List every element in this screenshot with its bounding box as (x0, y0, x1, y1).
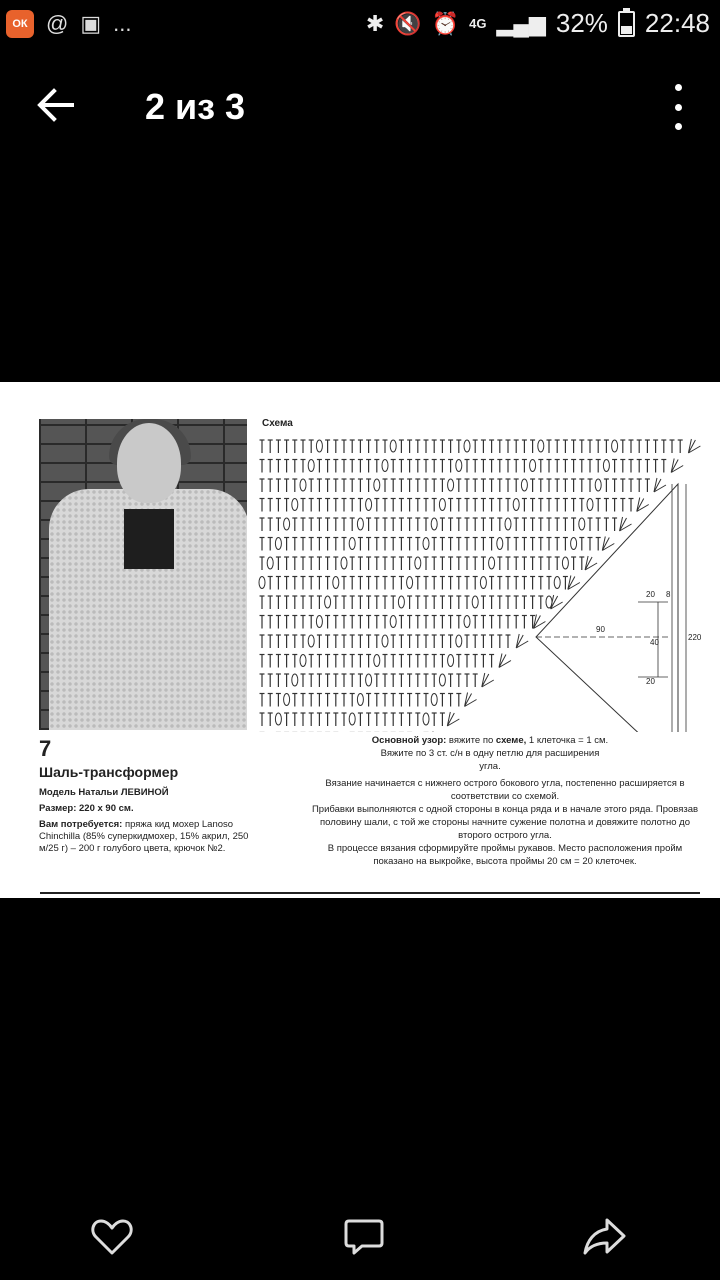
model-credit: Модель Натальи ЛЕВИНОЙ (39, 787, 169, 798)
app-bar (0, 60, 720, 150)
scheme-label: Схема (262, 418, 293, 429)
arrow-left-icon (32, 82, 80, 130)
scheme-dimension-label: 20 (646, 590, 655, 599)
app-notification-icon: ОК (6, 10, 34, 38)
pattern-title: Шаль-трансформер (39, 764, 179, 780)
share-button[interactable] (580, 1212, 628, 1260)
signal-icon: ▂▄▆ (496, 10, 546, 36)
clock: 22:48 (644, 8, 710, 38)
more-vertical-icon (675, 84, 682, 91)
image-icon: ▣ (80, 11, 102, 36)
comment-button[interactable] (340, 1212, 388, 1260)
scheme-dimension-label: 220 (688, 633, 702, 642)
photo-viewer-image[interactable] (0, 382, 720, 898)
pattern-description: Основной узор: вяжите по схеме, 1 клеточка = 1 см. Вяжите по 3 ст. с/н в одну петлю для расширения угла. Вязание начинается с нижнего острого бокового угла, постепенно расширяется в соответствии со схемой. Прибавки выполняются с одной стороны в конца ряда и в начале этого ряда. Провязав половину шали, с той же стороны начните сужение полотна и довяжите полотно до второго острого угла. В процессе вязания сформируйте проймы рукавов. Место расположения пройм показано на выкройке, высота проймы 20 см = 20 клеточек. (311, 735, 699, 867)
bluetooth-icon: ✱ (365, 10, 385, 36)
size-info: Размер: 220 х 90 см. (39, 803, 134, 814)
more-button[interactable] (666, 84, 690, 130)
divider (40, 892, 700, 894)
bottom-action-bar (0, 1200, 720, 1270)
back-button[interactable] (32, 82, 80, 130)
status-bar (0, 0, 720, 50)
battery-percent: 32% (555, 8, 608, 38)
model-photo (39, 419, 247, 730)
scheme-dimension-label: 8 (666, 590, 671, 599)
share-icon (580, 1212, 628, 1260)
pattern-number: 7 (39, 736, 52, 761)
more-notifications: ... (113, 11, 132, 36)
comment-icon (340, 1212, 388, 1260)
mute-icon: 🔇 (394, 10, 422, 36)
scheme-dimension-label: 40 (650, 638, 659, 647)
network-type: 4G (469, 16, 487, 31)
alarm-icon: ⏰ (431, 10, 460, 36)
crochet-scheme (258, 432, 708, 732)
heart-icon (88, 1212, 136, 1260)
at-sign-icon: @ (46, 11, 69, 36)
battery-icon (618, 11, 635, 37)
scheme-dimension-label: 90 (596, 625, 605, 634)
pattern-info (39, 736, 249, 855)
page-title: 2 из 3 (145, 86, 246, 127)
scheme-dimension-label: 20 (646, 677, 655, 686)
like-button[interactable] (88, 1212, 136, 1260)
materials-info: Вам потребуется: пряжа кид мохер Lanoso Chinchilla (85% суперкидмохер, 15% акрил, 250 м/25 г) – 200 г голубого цвета, крючок №2. (39, 819, 249, 854)
